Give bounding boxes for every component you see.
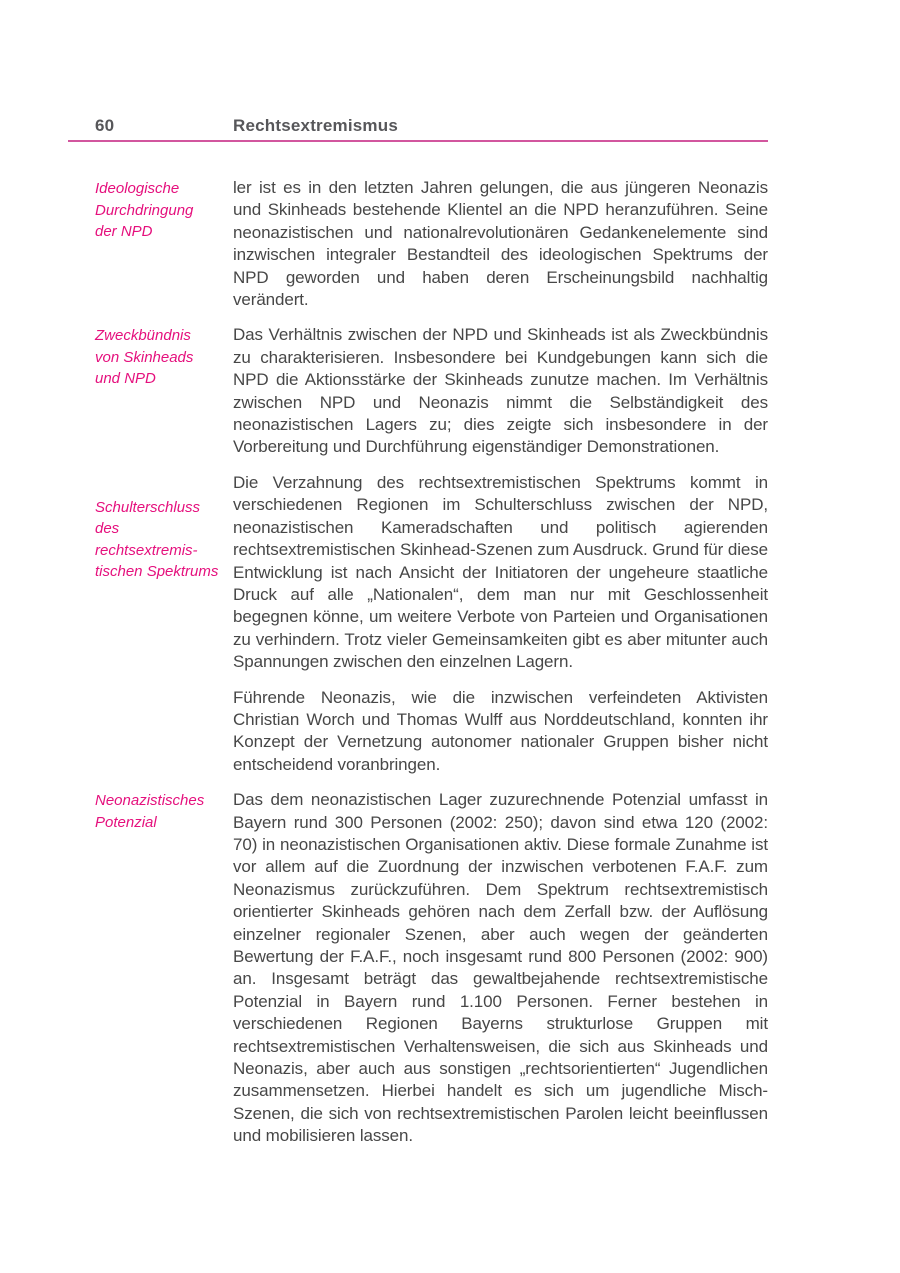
body-paragraph: Das dem neonazistischen Lager zuzurechnende Potenzial umfasst in Bayern rund 300 Personen (2002: 250); davon sind etwa 120 (2002: 70) in neonazistischen Organisationen aktiv. Diese formale Zunahme ist vor allem auf die Zuordnung der inzwischen verbotenen F.A.F. zum Neonazismus zurückzuführen. Dem Spektrum rechtsextremistisch orientierter Skinheads gehören nach dem Zerfall bzw. der Auflösung einzelner regionaler Szenen, aber auch wegen der geänderten Bewertung der F.A.F., noch insgesamt rund 800 Personen (2002: 900) an. Insgesamt beträgt das gewaltbejahende rechtsextremistische Potenzial in Bayern rund 1.100 Personen. Ferner bestehen in verschiedenen Regionen Bayerns strukturlose Gruppen mit rechtsextremistischen Verhaltensweisen, die sich aus Skinheads und Neonazis, aber auch aus sonstigen „rechtsorientierten“ Jugendlichen zusammensetzen. Hierbei handelt es sich um jugendliche Misch-Szenen, die sich von rechtsextremistischen Parolen leicht beeinflussen und mobilisieren lassen. <box>233 790 768 1146</box>
section-zweckbuendnis <box>95 324 768 458</box>
header-rule <box>68 140 768 142</box>
page-number: 60 <box>95 116 115 135</box>
section-ideologische-durchdringung <box>95 177 768 311</box>
margin-note-empty <box>95 687 233 688</box>
margin-note: Zweckbündnis von Skinheads und NPD <box>95 327 194 388</box>
page-header <box>95 116 768 136</box>
body-paragraph: Das Verhältnis zwischen der NPD und Skinheads ist als Zweckbündnis zu charakterisieren. Insbesondere bei Kundgebungen kann sich die NPD die Aktionsstärke der Skinheads zunutze machen. Im Verhältnis zwischen NPD und Neonazis nimmt die Selbständigkeit des neonazistischen Lagers zu; dies zeigte sich insbesondere in der Vorbereitung und Durchführung eigenständiger Demonstrationen. <box>233 325 768 457</box>
body-paragraph: ler ist es in den letzten Jahren gelungen, die aus jüngeren Neonazis und Skinheads bestehende Klientel an die NPD heranzuführen. Seine neonazistischen und nationalrevolutionären Gedankenelemente sind inzwischen integraler Bestandteil des ideologischen Spektrums der NPD geworden und haben deren Erscheinungsbild nachhaltig verändert. <box>233 178 768 310</box>
body-paragraph: Die Verzahnung des rechtsextremistischen Spektrums kommt in verschiedenen Regionen im Schulterschluss zwischen der NPD, neonazistischen Kameradschaften und politisch agierenden rechtsextremistischen Skinhead-Szenen zum Ausdruck. Grund für diese Entwicklung ist nach Ansicht der Initiatoren der ungeheure staatliche Druck auf alle „Nationalen“, dem man nur mit Geschlossenheit begegnen könne, um weitere Verbote von Parteien und Organisationen zu verhindern. Trotz vieler Gemeinsamkeiten gibt es aber mitunter auch Spannungen zwischen den einzelnen Lagern. <box>233 472 768 672</box>
chapter-title: Rechtsextremismus <box>233 116 398 135</box>
body-paragraph: Führende Neonazis, wie die inzwischen verfeindeten Aktivisten Christian Worch und Thomas Wulff aus Norddeutschland, konnten ihr Konzept der Vernetzung autonomer nationaler Gruppen bisher nicht entscheidend voranbringen. <box>233 687 768 774</box>
margin-note: Neonazistisches Potenzial <box>95 792 205 831</box>
margin-note: Ideologische Durchdringung der NPD <box>95 180 194 240</box>
section-fuehrende-neonazis <box>95 687 768 777</box>
content-area <box>95 177 768 1161</box>
section-neonazistisches-potenzial <box>95 789 768 1148</box>
margin-note: Schulterschluss des rechtsextremis- tischen Spektrums <box>95 498 219 581</box>
section-schulterschluss <box>95 472 768 674</box>
